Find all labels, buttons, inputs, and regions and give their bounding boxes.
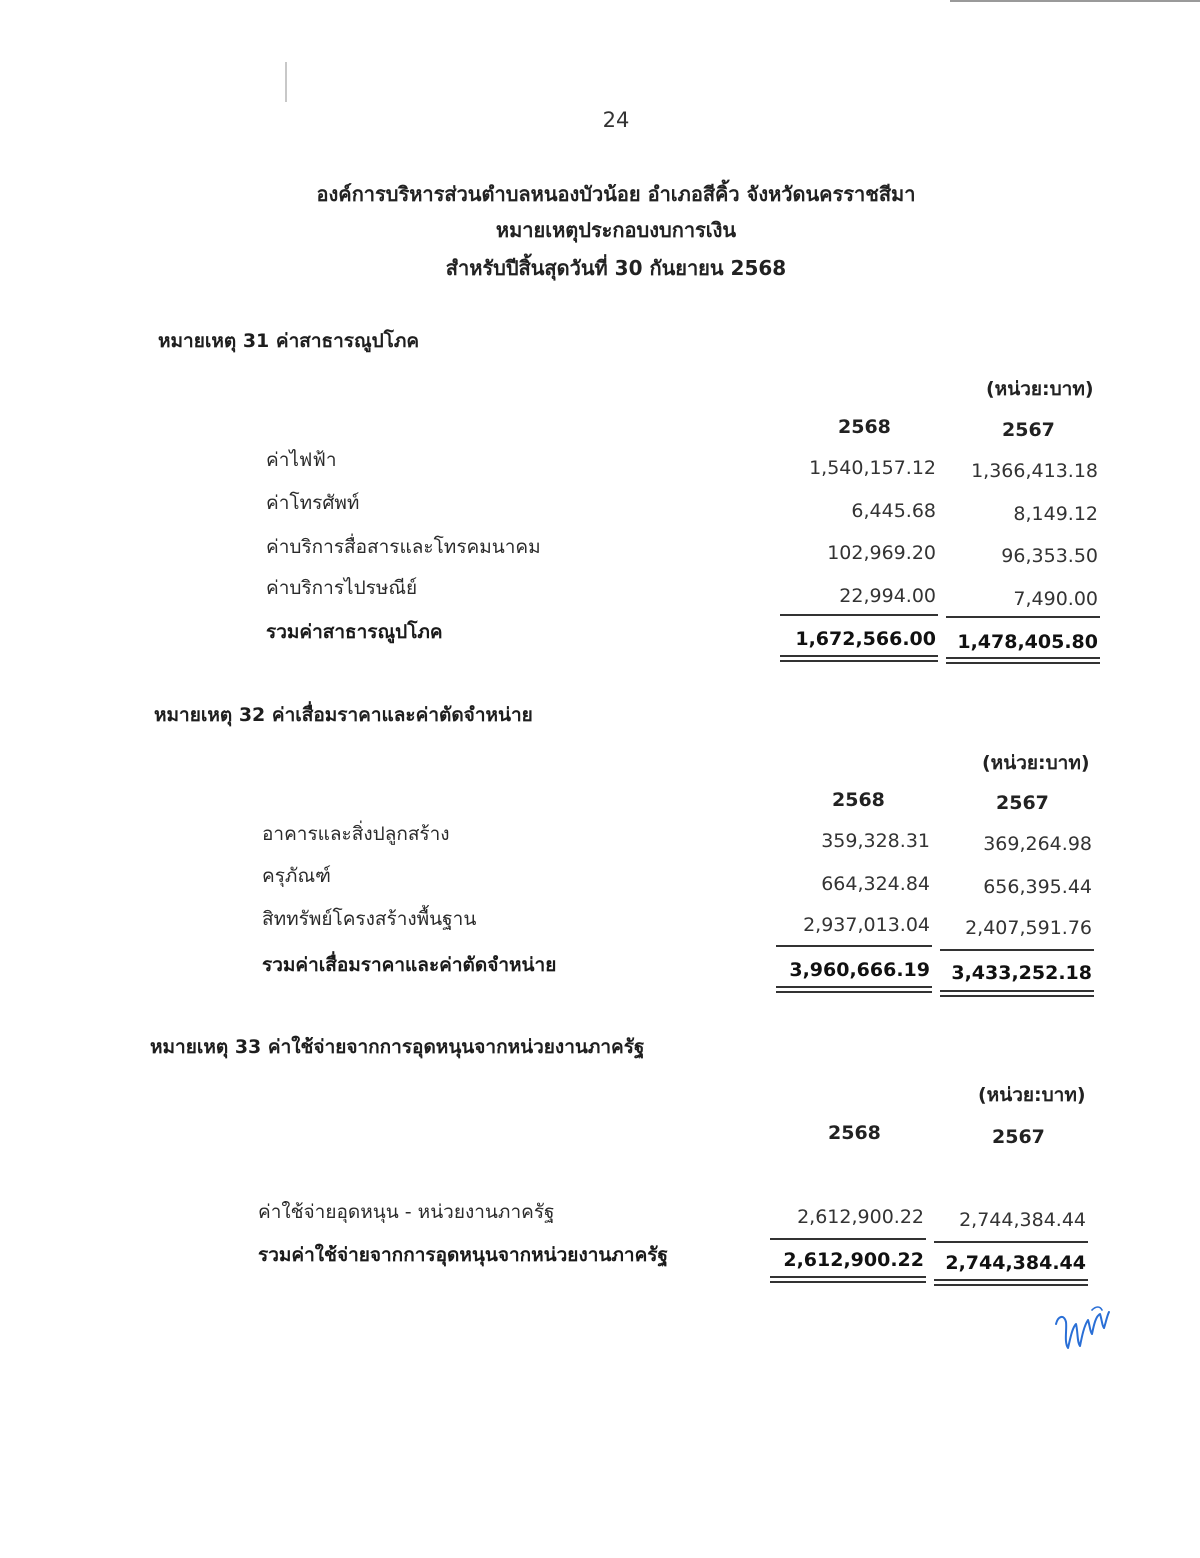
subtotal-rule-prior [946, 616, 1100, 618]
total-value-current: 3,960,666.19 [789, 959, 930, 981]
row-value-prior: 1,366,413.18 [971, 460, 1098, 482]
row-value-prior: 8,149.12 [1013, 503, 1098, 525]
period-subtitle: สำหรับปีสิ้นสุดวันที่ 30 กันยายน 2568 [445, 256, 787, 280]
row-value-prior: 369,264.98 [983, 833, 1092, 855]
row-label: ค่าบริการไปรษณีย์ [266, 577, 418, 599]
total-double-rule-prior [934, 1279, 1088, 1286]
row-value-current: 6,445.68 [851, 500, 936, 522]
subtotal-rule-current [770, 1238, 926, 1240]
total-double-rule-current [780, 655, 938, 662]
unit-label: (หน่วย:บาท) [982, 752, 1090, 774]
subtotal-rule-current [776, 945, 932, 947]
organization-name: องค์การบริหารส่วนตำบลหนองบัวน้อย อำเภอสีคิ้ว จังหวัดนครราชสีมา [316, 182, 916, 206]
year-current-header: 2568 [832, 789, 885, 811]
page-number: 24 [602, 108, 630, 132]
row-label: ค่าโทรศัพท์ [266, 492, 360, 514]
row-value-current: 1,540,157.12 [809, 457, 936, 479]
note-title: หมายเหตุ 32 ค่าเสื่อมราคาและค่าตัดจำหน่าย [154, 704, 533, 726]
total-double-rule-current [770, 1276, 926, 1283]
row-label: ค่าใช้จ่ายอุดหนุน - หน่วยงานภาครัฐ [258, 1201, 555, 1223]
row-label: สิททรัพย์โครงสร้างพื้นฐาน [262, 908, 477, 930]
row-value-prior: 2,407,591.76 [965, 917, 1092, 939]
row-value-current: 22,994.00 [839, 585, 936, 607]
row-value-prior: 656,395.44 [983, 876, 1092, 898]
row-label: ค่าไฟฟ้า [266, 449, 337, 471]
total-value-current: 2,612,900.22 [783, 1249, 924, 1271]
row-label: ค่าบริการสื่อสารและโทรคมนาคม [266, 536, 541, 558]
total-double-rule-prior [946, 657, 1100, 664]
unit-label: (หน่วย:บาท) [978, 1084, 1086, 1106]
row-value-prior: 7,490.00 [1013, 588, 1098, 610]
total-label: รวมค่าใช้จ่ายจากการอุดหนุนจากหน่วยงานภาครัฐ [258, 1244, 668, 1266]
year-current-header: 2568 [838, 416, 891, 438]
row-value-current: 102,969.20 [827, 542, 936, 564]
year-prior-header: 2567 [996, 792, 1049, 814]
total-double-rule-prior [940, 990, 1094, 997]
row-value-current: 2,937,013.04 [803, 914, 930, 936]
total-value-prior: 2,744,384.44 [945, 1252, 1086, 1274]
unit-label: (หน่วย:บาท) [986, 378, 1094, 400]
year-current-header: 2568 [828, 1122, 881, 1144]
row-value-current: 2,612,900.22 [797, 1206, 924, 1228]
signature-scribble [1052, 1302, 1112, 1356]
total-value-current: 1,672,566.00 [795, 628, 936, 650]
row-value-current: 664,324.84 [821, 873, 930, 895]
scan-top-edge [950, 0, 1200, 2]
note-title: หมายเหตุ 33 ค่าใช้จ่ายจากการอุดหนุนจากหน่วยงานภาครัฐ [150, 1036, 645, 1058]
row-value-current: 359,328.31 [821, 830, 930, 852]
total-value-prior: 3,433,252.18 [951, 962, 1092, 984]
year-prior-header: 2567 [992, 1126, 1045, 1148]
subtotal-rule-current [780, 614, 938, 616]
row-value-prior: 2,744,384.44 [959, 1209, 1086, 1231]
subtotal-rule-prior [940, 949, 1094, 951]
total-label: รวมค่าสาธารณูปโภค [266, 621, 443, 643]
total-value-prior: 1,478,405.80 [957, 631, 1098, 653]
scan-margin-mark [285, 62, 287, 102]
row-label: อาคารและสิ่งปลูกสร้าง [262, 823, 450, 845]
row-label: ครุภัณฑ์ [262, 865, 331, 887]
document-title: หมายเหตุประกอบงบการเงิน [495, 218, 737, 242]
subtotal-rule-prior [934, 1241, 1088, 1243]
total-label: รวมค่าเสื่อมราคาและค่าตัดจำหน่าย [262, 954, 557, 976]
total-double-rule-current [776, 986, 932, 993]
row-value-prior: 96,353.50 [1001, 545, 1098, 567]
note-title: หมายเหตุ 31 ค่าสาธารณูปโภค [158, 330, 420, 352]
year-prior-header: 2567 [1002, 419, 1055, 441]
